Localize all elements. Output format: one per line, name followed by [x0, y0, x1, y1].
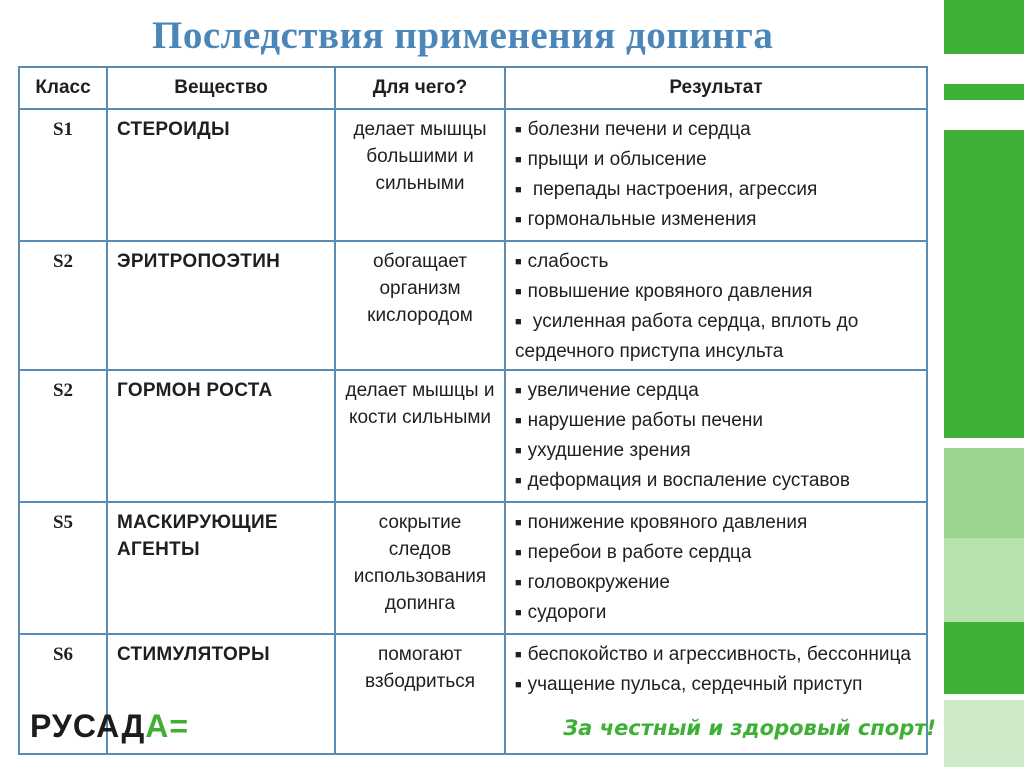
result-item — [515, 146, 917, 176]
header-purpose: Для чего? — [335, 67, 505, 109]
result-item — [515, 248, 917, 278]
result-text: слабость — [527, 251, 609, 272]
result-item — [515, 407, 917, 437]
result-text: беспокойство и агрессивность, бессонница — [527, 644, 911, 665]
cell-substance: ЭРИТРОПОЭТИН — [107, 241, 335, 370]
decor-stripe — [944, 130, 1024, 438]
square-bullet-icon: ■ — [515, 124, 522, 136]
table-header-row — [19, 67, 927, 109]
decor-stripe — [944, 0, 1024, 54]
result-item — [515, 437, 917, 467]
decor-stripe — [944, 84, 1024, 100]
result-item — [515, 116, 917, 146]
brand-logo-text: РУСАД — [30, 708, 146, 744]
table-body — [19, 109, 927, 754]
cell-purpose: делает мышцы большими и сильными — [335, 109, 505, 241]
cell-class: S6 — [19, 634, 107, 754]
result-item — [515, 176, 917, 206]
table-row — [19, 370, 927, 502]
square-bullet-icon: ■ — [515, 475, 522, 487]
square-bullet-icon: ■ — [515, 286, 522, 298]
square-bullet-icon: ■ — [515, 385, 522, 397]
doping-table — [18, 66, 928, 755]
result-item — [515, 599, 917, 629]
result-item — [515, 641, 917, 671]
cell-class: S2 — [19, 241, 107, 370]
cell-results — [505, 241, 927, 370]
result-text: гормональные изменения — [527, 209, 757, 230]
result-text: учащение пульса, сердечный приступ — [527, 674, 863, 695]
result-text: понижение кровяного давления — [527, 512, 808, 533]
square-bullet-icon: ■ — [515, 184, 522, 196]
result-text: головокружение — [527, 572, 670, 593]
square-bullet-icon: ■ — [515, 547, 522, 559]
square-bullet-icon: ■ — [515, 517, 522, 529]
result-item — [515, 278, 917, 308]
result-text: болезни печени и сердца — [527, 119, 751, 140]
decor-stripe — [944, 448, 1024, 538]
table-row — [19, 241, 927, 370]
result-item — [515, 206, 917, 236]
cell-purpose: помогают взбодриться — [335, 634, 505, 754]
cell-substance: ГОРМОН РОСТА — [107, 370, 335, 502]
result-text: перепады настроения, агрессия — [527, 179, 818, 200]
slogan: За честный и здоровый спорт! — [563, 716, 936, 740]
result-item — [515, 671, 917, 701]
result-text: повышение кровяного давления — [527, 281, 813, 302]
cell-class: S5 — [19, 502, 107, 634]
cell-purpose: сокрытие следов использования допинга — [335, 502, 505, 634]
square-bullet-icon: ■ — [515, 577, 522, 589]
header-substance: Вещество — [107, 67, 335, 109]
cell-substance: МАСКИРУЮЩИЕ АГЕНТЫ — [107, 502, 335, 634]
result-item — [515, 539, 917, 569]
square-bullet-icon: ■ — [515, 445, 522, 457]
decor-stripe — [944, 622, 1024, 694]
cell-class: S2 — [19, 370, 107, 502]
cell-substance: СТЕРОИДЫ — [107, 109, 335, 241]
square-bullet-icon: ■ — [515, 154, 522, 166]
header-class: Класс — [19, 67, 107, 109]
cell-results — [505, 370, 927, 502]
result-text: ухудшение зрения — [527, 440, 691, 461]
square-bullet-icon: ■ — [515, 256, 522, 268]
cell-purpose: обогащает организм кислородом — [335, 241, 505, 370]
result-item — [515, 308, 917, 365]
cell-results — [505, 109, 927, 241]
table-row — [19, 502, 927, 634]
cell-purpose: делает мышцы и кости сильными — [335, 370, 505, 502]
brand-logo — [30, 708, 189, 748]
header-result: Результат — [505, 67, 927, 109]
decor-stripe — [944, 700, 1024, 767]
cell-results — [505, 502, 927, 634]
cell-substance: СТИМУЛЯТОРЫ — [107, 634, 335, 754]
result-item — [515, 377, 917, 407]
square-bullet-icon: ■ — [515, 679, 522, 691]
result-item — [515, 509, 917, 539]
table-row — [19, 109, 927, 241]
result-text: перебои в работе сердца — [527, 542, 752, 563]
decor-stripe — [944, 66, 1024, 82]
cell-class: S1 — [19, 109, 107, 241]
result-item — [515, 569, 917, 599]
brand-logo-accent: А= — [145, 708, 190, 744]
square-bullet-icon: ■ — [515, 607, 522, 619]
result-item — [515, 467, 917, 497]
result-text: деформация и воспаление суставов — [527, 470, 850, 491]
result-text: усиленная работа сердца, вплоть до сердечного приступа инсульта — [515, 311, 859, 362]
square-bullet-icon: ■ — [515, 316, 522, 328]
square-bullet-icon: ■ — [515, 415, 522, 427]
decor-stripe — [944, 538, 1024, 622]
slide-title: Последствия применения допинга — [152, 14, 774, 57]
result-text: судороги — [527, 602, 607, 623]
result-text: прыщи и облысение — [527, 149, 707, 170]
result-text: увеличение сердца — [527, 380, 699, 401]
square-bullet-icon: ■ — [515, 649, 522, 661]
square-bullet-icon: ■ — [515, 214, 522, 226]
result-text: нарушение работы печени — [527, 410, 763, 431]
